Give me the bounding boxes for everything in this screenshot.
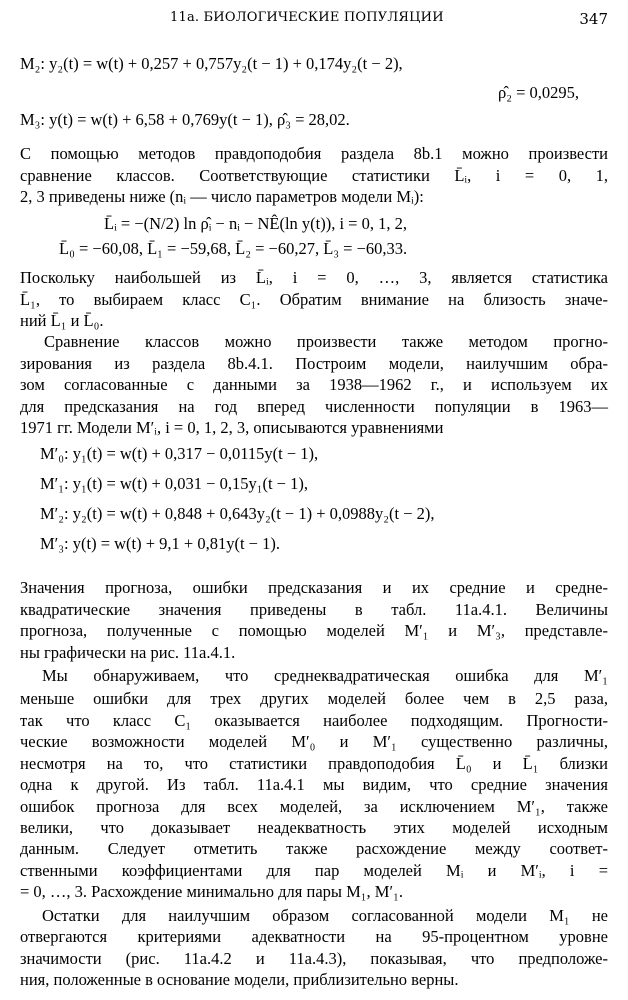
equation-m1-prime: M′₁: y₁(t) = w(t) + 0,031 − 0,15y₁(t − 1), xyxy=(40,473,308,493)
para5-line: меньше ошибки для трех других моделей более чем в 2,5 раза, xyxy=(20,689,608,709)
para5-line: несмотря на то, что статистики правдоподобия L̄₀ и L̄₁ близки xyxy=(20,753,608,773)
equation-rho2: ρ̂₂ = 0,0295, xyxy=(498,82,580,102)
para4-line: ны графически на рис. 11a.4.1. xyxy=(20,642,236,662)
para2-line: L̄₁, то выбираем класс C₁. Обратим внимание на близость значе- xyxy=(20,289,608,309)
para3-line: 1971 гг. Модели M′ᵢ, i = 0, 1, 2, 3, описываются уравнениями xyxy=(20,418,444,438)
stat-values: L̄₀ = −60,08, L̄₁ = −59,68, L̄₂ = −60,27, L̄₃ = −60,33. xyxy=(59,238,408,258)
para4-line: квадратические значения приведены в табл. 11a.4.1. Величины xyxy=(20,599,608,619)
para1-line: С помощью методов правдоподобия раздела 8b.1 можно произвести xyxy=(20,144,608,164)
equation-m3: M₃: y(t) = w(t) + 6,58 + 0,769y(t − 1), ρ̂₃ = 28,02. xyxy=(20,110,350,130)
para5-line: одна к другой. Из табл. 11a.4.1 мы видим, что средние значения xyxy=(20,775,608,795)
para6-line: ния, положенные в основание модели, приблизительно верны. xyxy=(20,970,459,990)
para1-line: сравнение классов. Соответствующие статистики L̄ᵢ, i = 0, 1, xyxy=(20,165,608,185)
para5-line: Мы обнаруживаем, что среднеквадратическая ошибка для M′₁ xyxy=(42,665,608,685)
equation-m3-prime: M′₃: y(t) = w(t) + 9,1 + 0,81y(t − 1). xyxy=(40,534,280,554)
para5-line: так что класс C₁ оказывается наиболее подходящим. Прогности- xyxy=(20,710,608,730)
para5-line: велики, что доказывает неадекватность этих моделей исходным xyxy=(20,818,608,838)
para2-line: ний L̄₁ и L̄₀. xyxy=(20,311,104,331)
para3-line: зирования из раздела 8b.4.1. Построим модели, наилучшим обра- xyxy=(20,353,608,373)
para1-line: 2, 3 приведены ниже (nᵢ — число параметров модели Mᵢ): xyxy=(20,187,424,207)
para3-line: зом согласованные с данными за 1938—1962 г., и используем их xyxy=(20,375,608,395)
para2-line: Поскольку наибольшей из L̄ᵢ, i = 0, …, 3, является статистика xyxy=(20,268,608,288)
chapter-title: 11a. БИОЛОГИЧЕСКИЕ ПОПУЛЯЦИИ xyxy=(170,10,444,25)
para3-line: для предсказания на год вперед численности популяции в 1963— xyxy=(20,396,608,416)
page-number: 347 xyxy=(579,10,608,28)
para4-line: Значения прогноза, ошибки предсказания и их средние и средне- xyxy=(20,578,608,598)
equation-m2-prime: M′₂: y₂(t) = w(t) + 0,848 + 0,643y₂(t − 1) + 0,0988y₂(t − 2), xyxy=(40,504,435,524)
para4-line: прогноза, полученные с помощью моделей M′₁ и M′₃, представле- xyxy=(20,621,608,641)
para6-line: значимости (рис. 11a.4.2 и 11a.4.3), показывая, что предположе- xyxy=(20,948,608,968)
stat-formula: L̄ᵢ = −(N/2) ln ρ̂ᵢ − nᵢ − NÊ(ln y(t)), i = 0, 1, 2, xyxy=(104,213,407,233)
para5-line: ственными коэффициентами для пар моделей Mᵢ и M′ᵢ, i = xyxy=(20,860,608,880)
para5-line: ошибок прогноза для всех моделей, за исключением M′₁, также xyxy=(20,796,608,816)
para5-line: ческие возможности моделей M′₀ и M′₁ существенно различны, xyxy=(20,732,608,752)
running-header xyxy=(20,10,608,30)
equation-m2: M₂: y₂(t) = w(t) + 0,257 + 0,757y₂(t − 1) + 0,174y₂(t − 2), xyxy=(20,53,403,73)
equation-m0-prime: M′₀: y₁(t) = w(t) + 0,317 − 0,0115y(t − 1), xyxy=(40,443,319,463)
para5-line: данным. Следует отметить также расхождение между соответ- xyxy=(20,839,608,859)
para6-line: Остатки для наилучшим образом согласованной модели M₁ не xyxy=(42,905,608,925)
para6-line: отвергаются критериями адекватности на 95-процентном уровне xyxy=(20,927,608,947)
para5-line: = 0, …, 3. Расхождение минимально для пары M₁, M′₁. xyxy=(20,882,403,902)
para3-line: Сравнение классов можно произвести также методом прогно- xyxy=(44,332,608,352)
